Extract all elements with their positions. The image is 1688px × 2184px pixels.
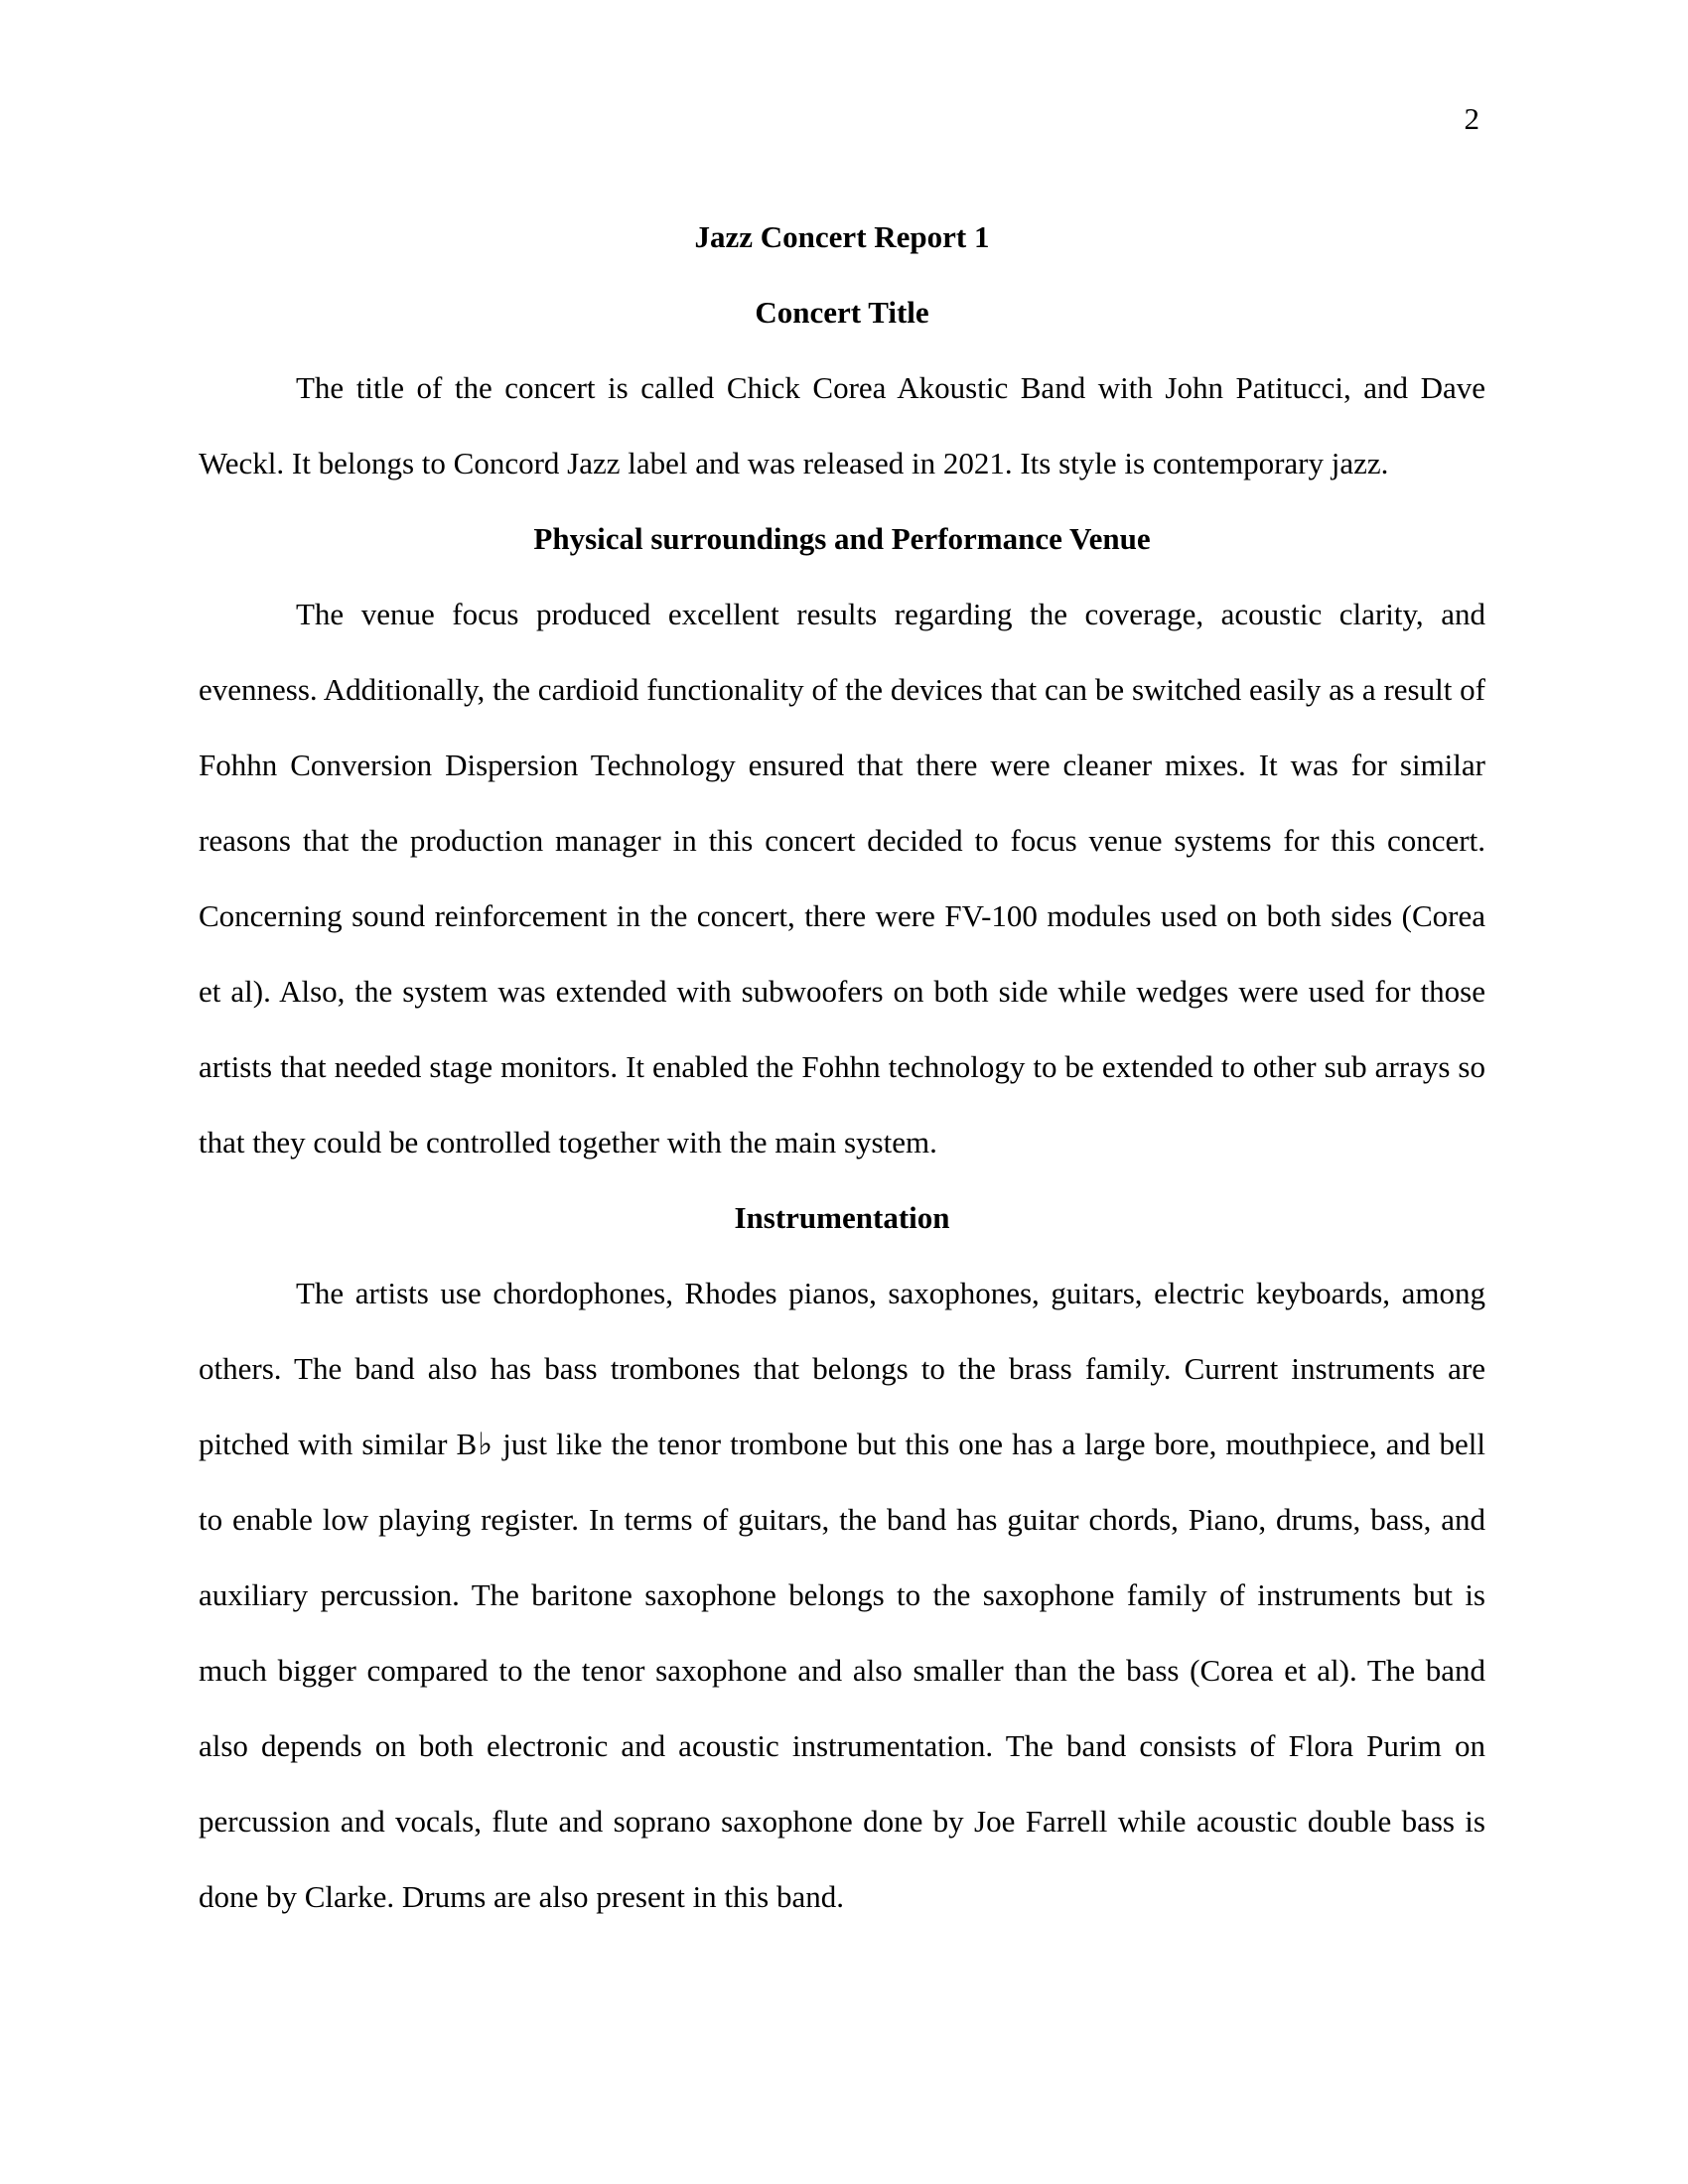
section-paragraph-instrumentation: The artists use chordophones, Rhodes pianos, saxophones, guitars, electric keyboards, among others. The band also has bass trombones that belongs to the brass family. Current instruments are pitched with similar B♭ just like the tenor trombone but this one has a large bore, mouthpiece, and bell to enable low playing register. In terms of guitars, the band has guitar chords, Piano, drums, bass, and auxiliary percussion. The baritone saxophone belongs to the saxophone family of instruments but is much bigger compared to the tenor saxophone and also smaller than the bass (Corea et al). The band also depends on both electronic and acoustic instrumentation. The band consists of Flora Purim on percussion and vocals, flute and soprano saxophone done by Joe Farrell while acoustic double bass is done by Clarke. Drums are also present in this band.	[199, 1276, 1485, 1914]
report-title: Jazz Concert Report 1	[694, 219, 990, 254]
section-heading-venue: Physical surroundings and Performance Venue	[533, 521, 1151, 556]
section-paragraph-venue: The venue focus produced excellent results regarding the coverage, acoustic clarity, and evenness. Additionally, the cardioid functionality of the devices that can be switched easily as a result of Fohhn Conversion Dispersion Technology ensured that there were cleaner mixes. It was for similar reasons that the production manager in this concert decided to focus venue systems for this concert. Concerning sound reinforcement in the concert, there were FV-100 modules used on both sides (Corea et al). Also, the system was extended with subwoofers on both side while wedges were used for those artists that needed stage monitors. It enabled the Fohhn technology to be extended to other sub arrays so that they could be controlled together with the main system.	[199, 597, 1485, 1160]
section-heading-instrumentation: Instrumentation	[734, 1200, 950, 1235]
section-heading-concert-title: Concert Title	[755, 295, 929, 330]
page-number: 2	[1464, 101, 1479, 136]
section-paragraph-concert-title: The title of the concert is called Chick Corea Akoustic Band with John Patitucci, and Dave Weckl. It belongs to Concord Jazz label and was released in 2021. Its style is contemporary jazz.	[199, 370, 1485, 480]
report-body	[199, 200, 1485, 1935]
